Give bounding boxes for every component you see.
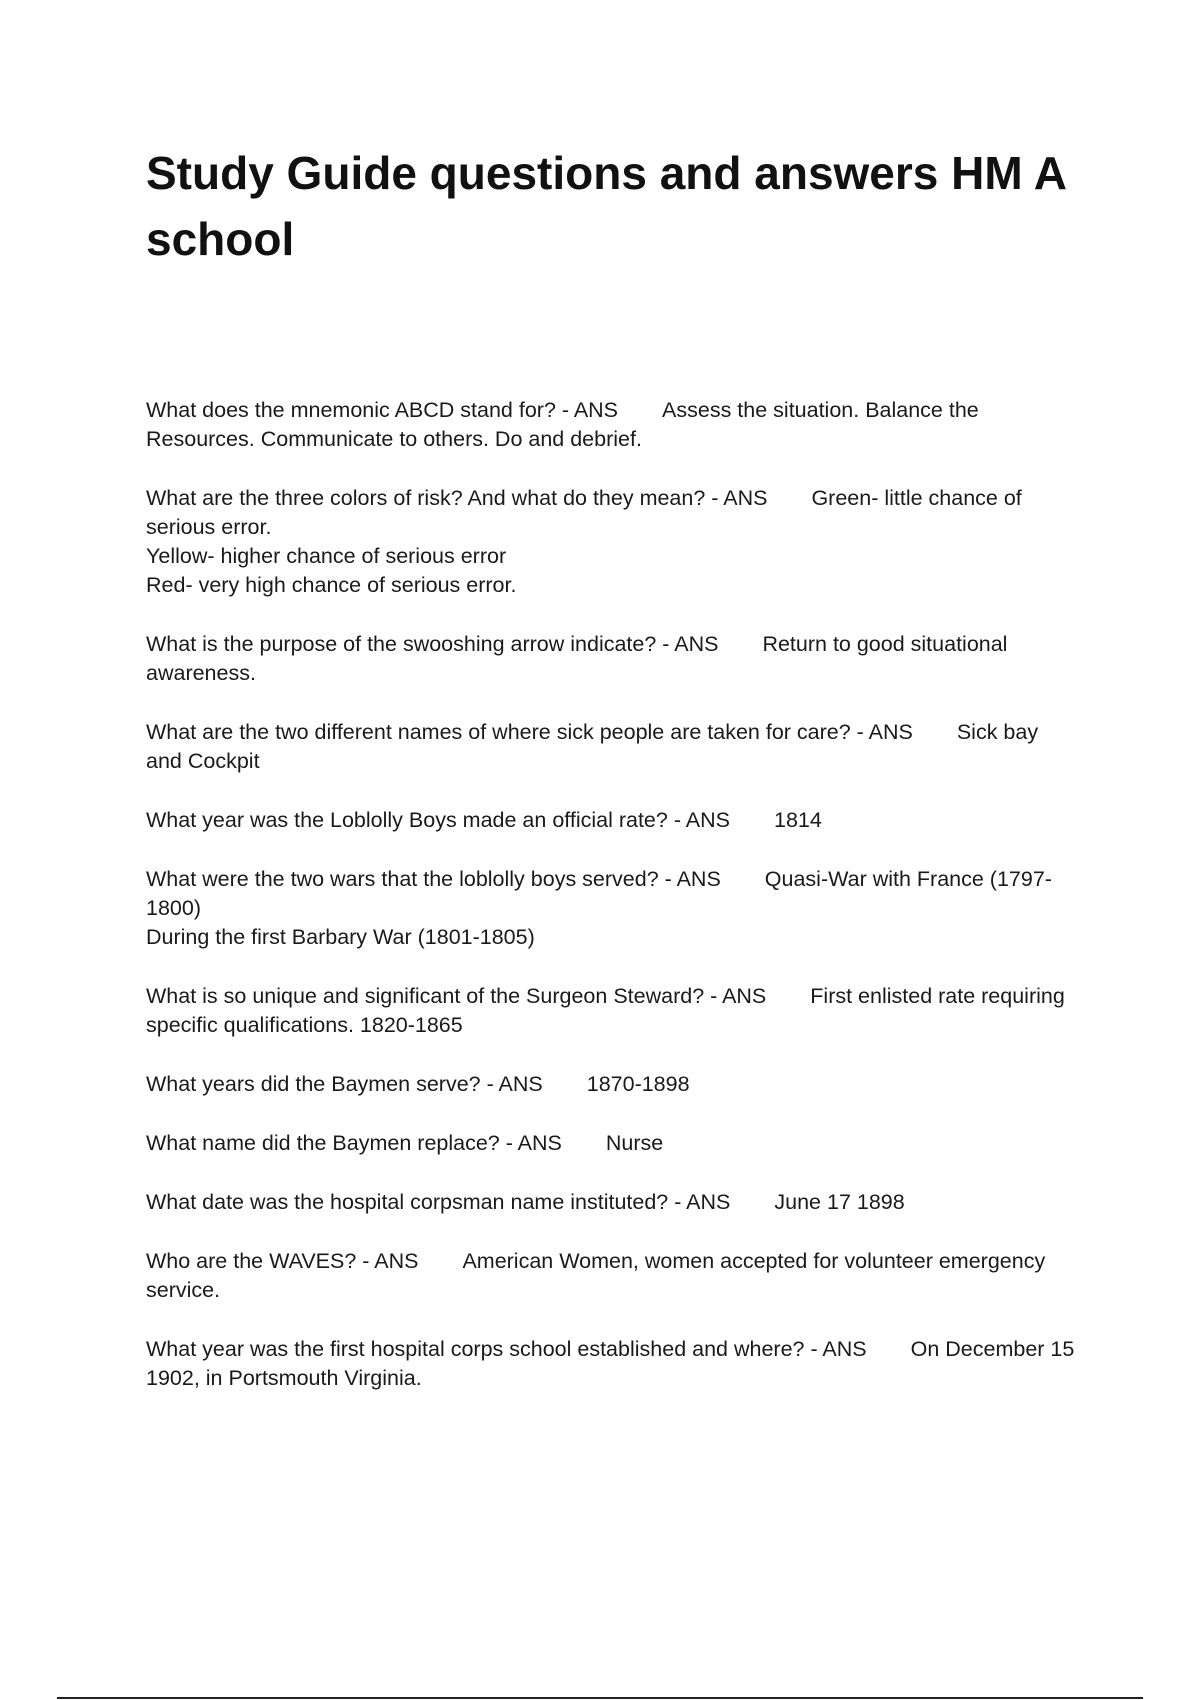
answer-line: During the first Barbary War (1801-1805) xyxy=(146,925,535,949)
qa-item xyxy=(146,1129,1076,1158)
answer-text: Assess the situation. Balance the Resources. Communicate to others. Do and debrief. xyxy=(146,398,979,451)
qa-item xyxy=(146,1335,1076,1393)
question-text: Who are the WAVES? - ANS xyxy=(146,1249,419,1273)
answer-text: 1814 xyxy=(773,808,822,832)
answer-text: Nurse xyxy=(605,1131,664,1155)
qa-item xyxy=(146,865,1076,952)
qa-item xyxy=(146,1247,1076,1305)
question-text: What years did the Baymen serve? - ANS xyxy=(146,1072,543,1096)
question-text: What year was the first hospital corps school established and where? - ANS xyxy=(146,1337,867,1361)
qa-item xyxy=(146,982,1076,1040)
answer-text: On December 15 1902, in Portsmouth Virginia. xyxy=(146,1337,1075,1390)
qa-item xyxy=(146,1188,1076,1217)
question-text: What is so unique and significant of the Surgeon Steward? - ANS xyxy=(146,984,767,1008)
question-text: What date was the hospital corpsman name instituted? - ANS xyxy=(146,1190,731,1214)
question-text: What is the purpose of the swooshing arrow indicate? - ANS xyxy=(146,632,719,656)
answer-text: Quasi-War with France (1797-1800) xyxy=(146,867,1052,920)
answer-line: Red- very high chance of serious error. xyxy=(146,573,517,597)
question-text: What are the three colors of risk? And what do they mean? - ANS xyxy=(146,486,768,510)
qa-item xyxy=(146,484,1076,600)
footer-divider xyxy=(57,1697,1143,1699)
question-text: What name did the Baymen replace? - ANS xyxy=(146,1131,562,1155)
question-text: What does the mnemonic ABCD stand for? - ANS xyxy=(146,398,619,422)
answer-text: First enlisted rate requiring specific qualifications. 1820-1865 xyxy=(146,984,1065,1037)
answer-text: Return to good situational awareness. xyxy=(146,632,1008,685)
question-text: What year was the Loblolly Boys made an official rate? - ANS xyxy=(146,808,730,832)
answer-text: American Women, women accepted for volunteer emergency service. xyxy=(146,1249,1046,1302)
qa-item xyxy=(146,396,1076,454)
answer-text: Green- little chance of serious error. xyxy=(146,486,1022,539)
page-title: Study Guide questions and answers HM A school xyxy=(146,147,1066,265)
answer-text: 1870-1898 xyxy=(586,1072,690,1096)
question-text: What are the two different names of where sick people are taken for care? - ANS xyxy=(146,720,913,744)
answer-line: Yellow- higher chance of serious error xyxy=(146,544,507,568)
qa-item xyxy=(146,1070,1076,1099)
qa-item xyxy=(146,630,1076,688)
question-text: What were the two wars that the loblolly boys served? - ANS xyxy=(146,867,721,891)
qa-item xyxy=(146,806,1076,835)
answer-text: Sick bay and Cockpit xyxy=(146,720,1039,773)
qa-item xyxy=(146,718,1076,776)
qa-list xyxy=(146,396,1076,1423)
answer-text: June 17 1898 xyxy=(774,1190,905,1214)
